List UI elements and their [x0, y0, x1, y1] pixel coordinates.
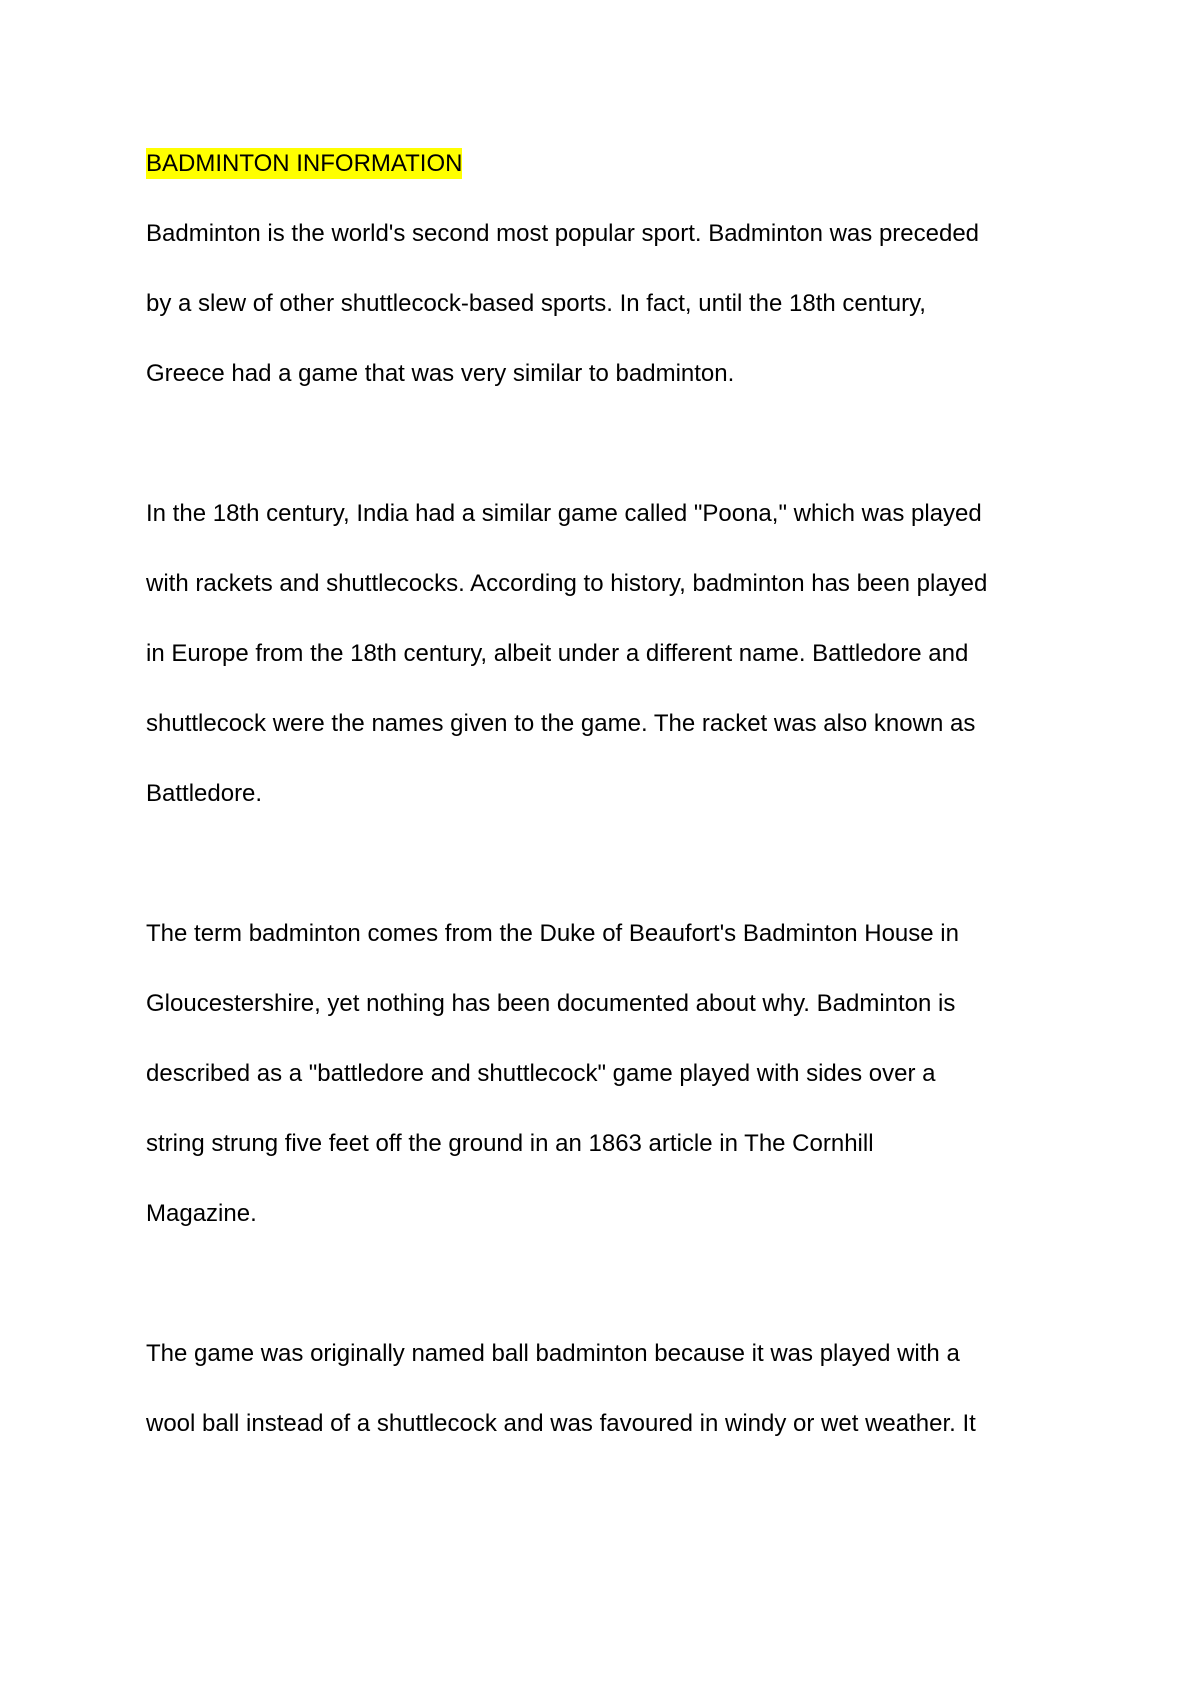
paragraph-line: shuttlecock were the names given to the game. The racket was also known as: [146, 710, 976, 737]
paragraph-line: string strung five feet off the ground in an 1863 article in The Cornhill: [146, 1130, 874, 1157]
paragraph-2: [146, 492, 1076, 842]
paragraph-3: [146, 912, 1076, 1262]
paragraph-line: The game was originally named ball badminton because it was played with a: [146, 1340, 960, 1367]
paragraph-line: Battledore.: [146, 780, 263, 807]
paragraph-line: Badminton is the world's second most popular sport. Badminton was preceded: [146, 220, 980, 247]
paragraph-line: with rackets and shuttlecocks. According to history, badminton has been played: [146, 570, 988, 597]
paragraph-4: [146, 1332, 1076, 1472]
document-title: BADMINTON INFORMATION: [146, 150, 463, 177]
document-body: [146, 142, 1076, 1472]
paragraph-line: described as a "battledore and shuttlecock" game played with sides over a: [146, 1060, 936, 1087]
title-line: [146, 142, 1076, 212]
paragraph-line: Gloucestershire, yet nothing has been documented about why. Badminton is: [146, 990, 956, 1017]
paragraph-line: wool ball instead of a shuttlecock and was favoured in windy or wet weather. It: [146, 1410, 976, 1437]
paragraph-1: [146, 212, 1076, 422]
paragraph-line: by a slew of other shuttlecock-based sports. In fact, until the 18th century,: [146, 290, 926, 317]
paragraph-line: Magazine.: [146, 1200, 257, 1227]
paragraph-line: In the 18th century, India had a similar game called "Poona," which was played: [146, 500, 982, 527]
paragraph-gap: [146, 1262, 1076, 1332]
paragraph-gap: [146, 842, 1076, 912]
paragraph-line: The term badminton comes from the Duke of Beaufort's Badminton House in: [146, 920, 959, 947]
paragraph-line: Greece had a game that was very similar to badminton.: [146, 360, 735, 387]
paragraph-gap: [146, 422, 1076, 492]
paragraph-line: in Europe from the 18th century, albeit under a different name. Battledore and: [146, 640, 969, 667]
